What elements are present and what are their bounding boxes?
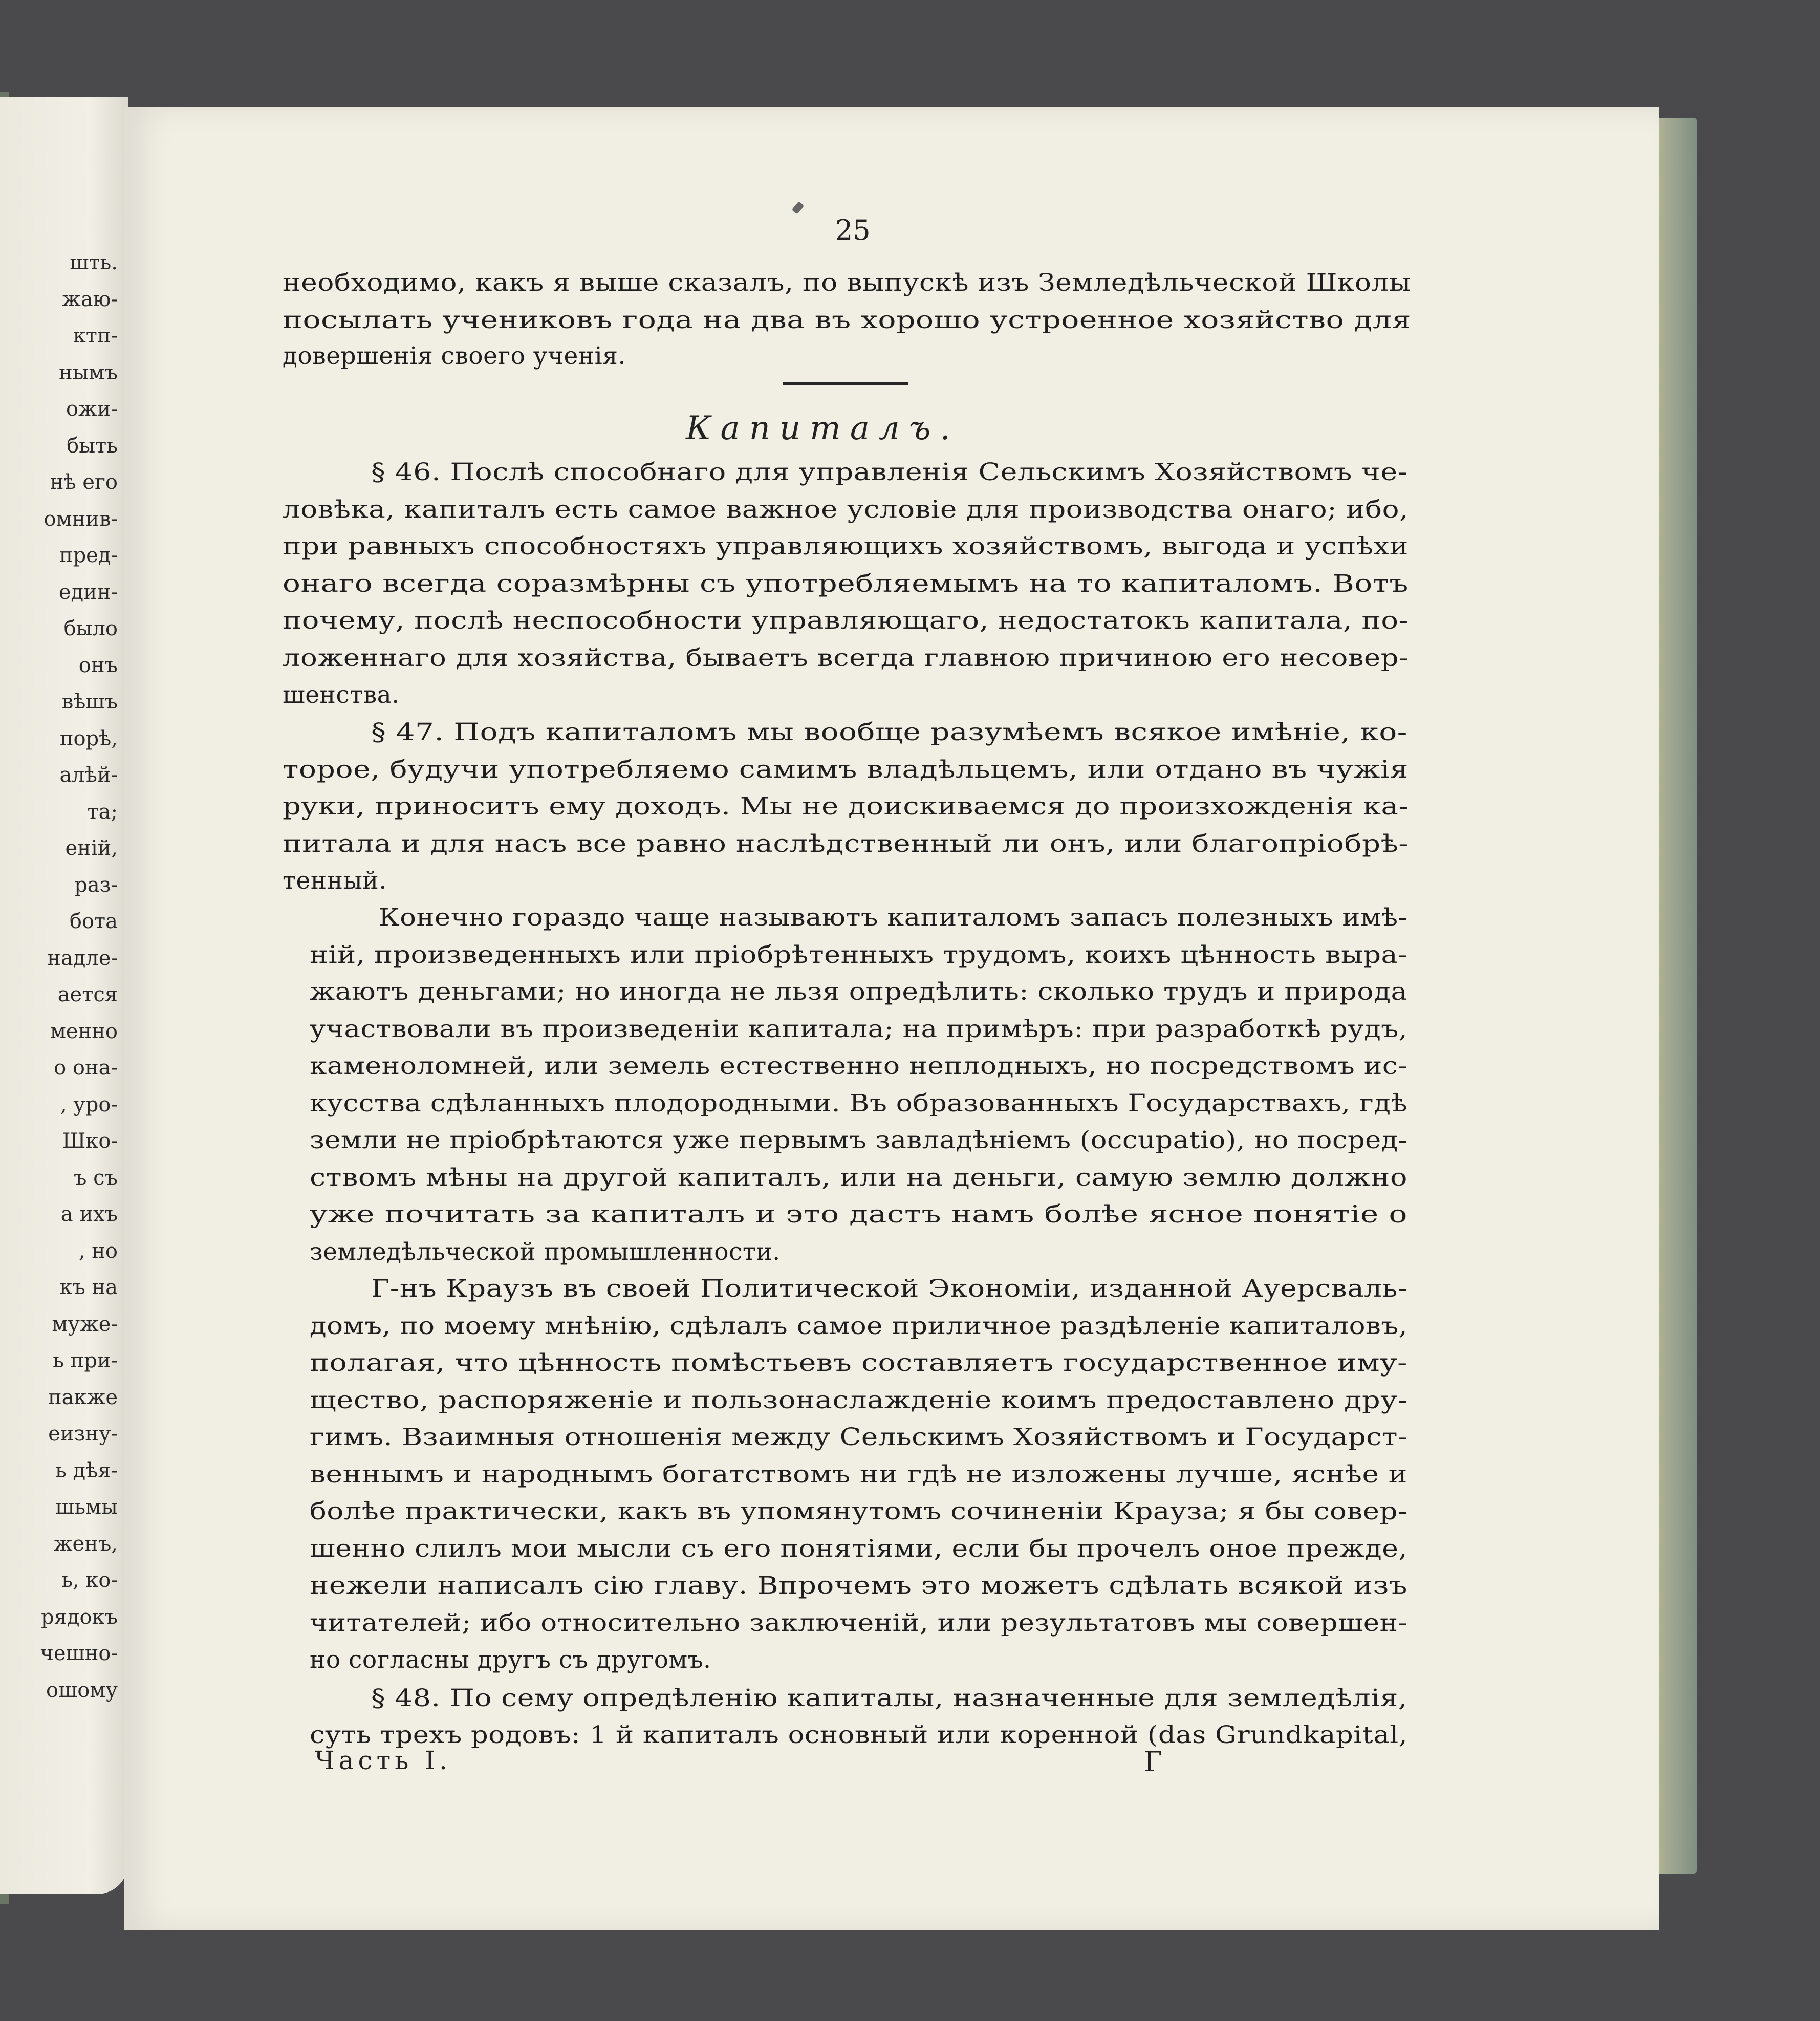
text-line: Конечно гораздо чаще называютъ капиталомъ запасъ полезныхъ имѣ- xyxy=(379,904,1407,932)
left-page-fragment: а ихъ xyxy=(60,1202,118,1226)
text-line: ній, произведенныхъ или пріобрѣтенныхъ трудомъ, коихъ цѣнность выра- xyxy=(310,941,1407,969)
text-line: полагая, что цѣнность помѣстьевъ составляетъ государственное иму- xyxy=(310,1349,1407,1377)
left-page-fragment: бота xyxy=(69,910,118,933)
left-page-fragment: ь при- xyxy=(53,1349,118,1372)
text-line: земледѣльческой промышленности. xyxy=(310,1238,781,1266)
left-page-fragment: пакже xyxy=(48,1385,118,1409)
text-line: ствомъ мѣны на другой капиталъ, или на деньги, самую землю должно xyxy=(310,1164,1407,1192)
section-rule xyxy=(783,382,908,385)
left-page-fragment: было xyxy=(63,617,118,640)
text-line: § 47. Подъ капиталомъ мы вообще разумѣемъ всякое имѣніе, ко- xyxy=(371,718,1407,746)
text-line: посылать учениковъ года на два въ хорошо устроенное хозяйство для xyxy=(283,306,1411,334)
text-line: участвовали въ произведеніи капитала; на примѣръ: при разработкѣ рудъ, xyxy=(310,1015,1407,1043)
left-page-fragment: вѣшъ xyxy=(61,690,118,714)
text-line: необходимо, какъ я выше сказалъ, по выпускѣ изъ Земледѣльческой Школы xyxy=(283,269,1411,297)
left-page-fragment: къ на xyxy=(59,1276,118,1299)
left-page-fragment: раз- xyxy=(74,873,118,897)
text-line: нежели написалъ сію главу. Впрочемъ это можетъ сдѣлать всякой изъ xyxy=(310,1572,1407,1600)
text-line: суть трехъ родовъ: 1 й капиталъ основный или коренной (das Grundkapital, xyxy=(310,1721,1407,1749)
left-page-fragment: ожи- xyxy=(66,397,118,421)
left-page-fragment: пред- xyxy=(59,544,118,567)
text-line: при равныхъ способностяхъ управляющихъ хозяйствомъ, выгода и успѣхи xyxy=(283,532,1409,561)
text-line: кусства сдѣланныхъ плодородными. Въ образованныхъ Государствахъ, гдѣ xyxy=(310,1089,1407,1117)
text-line: шенства. xyxy=(283,681,400,709)
text-line: руки, приноситъ ему доходъ. Мы не доискиваемся до произхожденія ка- xyxy=(283,792,1409,821)
text-line: тенный. xyxy=(283,867,387,895)
left-page-fragment: порѣ, xyxy=(59,726,118,750)
left-page-fragment: ь дѣя- xyxy=(55,1458,118,1482)
left-page-fragment: нымъ xyxy=(58,360,118,384)
text-line: каменоломней, или земель естественно неплодныхъ, но посредствомъ ис- xyxy=(310,1052,1407,1080)
text-line: щество, распоряженіе и пользонаслажденіе коимъ предоставлено дру- xyxy=(310,1386,1407,1414)
text-line: домъ, по моему мнѣнію, сдѣлалъ самое приличное раздѣленіе капиталовъ, xyxy=(310,1312,1407,1340)
left-page-fragment: ь, ко- xyxy=(61,1568,118,1592)
left-page-fragment: еизну- xyxy=(48,1422,118,1446)
footer-signature-mark: Г xyxy=(1144,1746,1162,1778)
left-page-fragment: женъ, xyxy=(53,1532,118,1556)
text-line: торое, будучи употребляемо самимъ владѣльцемъ, или отдано въ чужія xyxy=(283,756,1409,784)
left-page xyxy=(0,97,128,1894)
left-page-fragment: шть. xyxy=(70,251,118,274)
left-page-fragment: , уро- xyxy=(60,1092,118,1116)
left-page-fragment: ается xyxy=(57,983,118,1006)
left-page-fragment: нѣ его xyxy=(50,470,118,494)
text-line: гимъ. Взаимныя отношенія между Сельскимъ Хозяйствомъ и Государст- xyxy=(310,1423,1407,1451)
page-number: 25 xyxy=(835,214,871,246)
left-page-fragment: быть xyxy=(67,434,118,458)
text-line: онаго всегда соразмѣрны съ употребляемымъ на то капиталомъ. Вотъ xyxy=(283,570,1409,598)
left-page-fragment: та; xyxy=(87,800,118,824)
left-page-fragment: жаю- xyxy=(62,287,118,311)
text-line: довершенія своего ученія. xyxy=(283,342,626,370)
text-line: уже почитать за капиталъ и это дастъ намъ болѣе ясное понятіе о xyxy=(310,1200,1407,1229)
footer-part-label: Часть I. xyxy=(315,1746,451,1775)
text-line: ложеннаго для хозяйства, бываетъ всегда главною причиною его несовер- xyxy=(283,644,1409,672)
text-line: жаютъ деньгами; но иногда не льзя опредѣлить: сколько трудъ и природа xyxy=(310,978,1407,1006)
left-page-fragment: чешно- xyxy=(40,1642,118,1665)
text-line: шенно слилъ мои мысли съ его понятіями, если бы прочелъ оное прежде, xyxy=(310,1535,1407,1563)
text-line: Г-нъ Краузъ въ своей Политической Экономіи, изданной Ауерсваль- xyxy=(371,1275,1407,1303)
left-page-fragment: алѣй- xyxy=(59,763,118,787)
left-page-fragment: муже- xyxy=(52,1312,118,1336)
left-page-fragment: рядокъ xyxy=(41,1605,118,1629)
left-page-fragment: шьмы xyxy=(55,1495,118,1519)
left-page-fragment: надле- xyxy=(47,946,118,970)
text-line: почему, послѣ неспособности управляющаго, недостатокъ капитала, по- xyxy=(283,607,1409,635)
left-page-fragment: еній, xyxy=(65,836,118,860)
left-page-fragment: , но xyxy=(78,1239,118,1263)
left-page-fragment: ктп- xyxy=(73,324,118,348)
text-line: § 48. По сему опредѣленію капиталы, назначенные для земледѣлія, xyxy=(371,1684,1407,1712)
text-line: ловѣка, капиталъ есть самое важное условіе для производства онаго; ибо, xyxy=(283,496,1409,524)
left-page-fragment: омнив- xyxy=(44,507,118,531)
text-line: но согласны другъ съ другомъ. xyxy=(310,1646,711,1674)
text-line: читателей; ибо относительно заключеній, или результатовъ мы совершен- xyxy=(310,1609,1407,1637)
text-line: веннымъ и народнымъ богатствомъ ни гдѣ не изложены лучше, яснѣе и xyxy=(310,1460,1407,1489)
left-page-fragment: ошому xyxy=(46,1678,118,1702)
left-page-fragment: ъ съ xyxy=(73,1166,118,1190)
text-line: болѣе практически, какъ въ упомянутомъ сочиненіи Крауза; я бы совер- xyxy=(310,1497,1407,1525)
section-heading: Капиталъ. xyxy=(686,410,960,447)
text-line: § 46. Послѣ способнаго для управленія Сельскимъ Хозяйствомъ че- xyxy=(371,458,1407,486)
left-page-fragment: един- xyxy=(58,580,118,604)
left-page-fragment: Шко- xyxy=(62,1129,118,1153)
text-line: земли не пріобрѣтаются уже первымъ завладѣніемъ (occupatio), но посред- xyxy=(310,1126,1407,1154)
left-page-fragment: менно xyxy=(50,1019,118,1043)
left-page-fragment: онъ xyxy=(78,653,118,677)
text-line: питала и для насъ все равно наслѣдственный ли онъ, или благопріобрѣ- xyxy=(283,830,1409,858)
left-page-fragment: о она- xyxy=(54,1056,118,1080)
